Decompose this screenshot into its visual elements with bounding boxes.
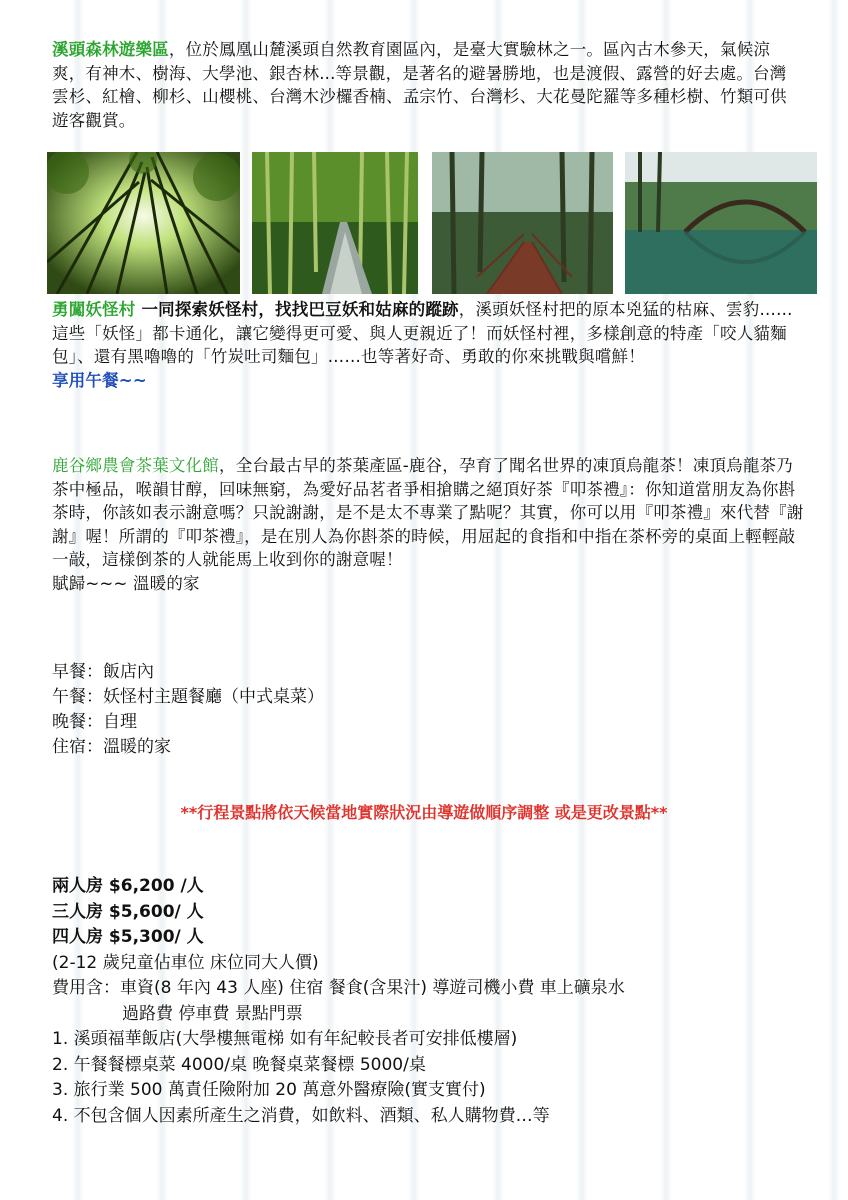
section-monster-village: [52, 298, 804, 392]
monster-village-paragraph: [52, 298, 804, 369]
price-double: 兩人房 $6,200 /人: [52, 876, 204, 896]
meal-list: [52, 660, 652, 760]
tea-museum-title: 鹿谷鄉農會茶葉文化館: [52, 456, 219, 475]
note-1: 1. 溪頭福華飯店(大學樓無電梯 如有年紀較長者可安排低樓層): [52, 1029, 518, 1049]
price-child-note: (2-12 歲兒童佔車位 床位同大人價): [52, 952, 319, 973]
tea-museum-paragraph: [52, 454, 804, 572]
xitou-paragraph: [52, 38, 802, 132]
note-3: 3. 旅行業 500 萬責任險附加 20 萬意外醫療險(實支實付): [52, 1080, 486, 1100]
price-section: [52, 874, 812, 1129]
university-pond-bridge-photo: [625, 152, 817, 294]
xitou-description: ，位於鳳凰山麓溪頭自然教育園區內，是臺大實驗林之一。區內古木參天，氣候涼爽，有神木、樹海、大學池、銀杏林...等景觀，是著名的避暑勝地，也是渡假、露營的好去處。台灣雲杉、紅檜、柳杉、山櫻桃、台灣木沙欏香楠、孟宗竹、台灣杉、大花曼陀羅等多種杉樹、竹類可供遊客觀賞。: [52, 40, 787, 130]
price-includes: 費用含：車資(8 年內 43 人座) 住宿 餐食(含果汁) 導遊司機小費 車上礦泉水: [52, 978, 625, 998]
monster-village-title: 勇闖妖怪村: [52, 300, 136, 319]
lunch-line: 享用午餐~~: [52, 370, 147, 390]
section-tea-museum: [52, 454, 804, 595]
meal-dinner: 晚餐：自理: [52, 712, 137, 732]
monster-village-description: ，溪頭妖怪村把的原本兇猛的枯麻、雲豹……這些「妖怪」都卡通化，讓它變得更可愛、與人更親近了！而妖怪村裡，多樣創意的特產「咬人貓麵包」、還有黑嚕嚕的「竹炭吐司麵包」……也等著好奇、勇敢的你來挑戰與嚐鮮！: [52, 300, 793, 366]
note-4: 4. 不包含個人因素所產生之消費，如飲料、酒類、私人購物費…等: [52, 1105, 550, 1126]
tea-museum-description: ，全台最古早的茶葉產區-鹿谷，孕育了聞名世界的凍頂烏龍茶！凍頂烏龍茶乃茶中極品，喉韻甘醇，回味無窮，為愛好品茗者爭相搶購之絕頂好茶『叩茶禮』：你知道當朋友為你斟茶時，你該如表示謝意嗎？只說謝謝，是不是太不專業了點呢？其實，你可以用『叩茶禮』來代替『謝謝』喔！所謂的『叩茶禮』，是在別人為你斟茶的時候，用屈起的食指和中指在茶杯旁的桌面上輕輕敲一敲，這樣倒茶的人就能馬上收到你的謝意喔！: [52, 456, 804, 569]
meal-lunch: 午餐：妖怪村主題餐廳（中式桌菜）: [52, 687, 324, 707]
return-line: 賦歸~~~ 溫暖的家: [52, 573, 200, 593]
forest-boardwalk-photo: [432, 152, 613, 294]
photo-strip: [47, 152, 817, 294]
price-triple: 三人房 $5,600/ 人: [52, 901, 204, 922]
bamboo-path-photo: [252, 152, 418, 294]
monster-village-highlight: 一同探索妖怪村，找找巴豆妖和姑麻的蹤跡: [135, 300, 459, 319]
section-xitou-forest: [52, 38, 802, 132]
itinerary-notice: **行程景點將依天候當地實際狀況由導遊做順序調整 或是更改景點**: [180, 803, 668, 822]
bamboo-forest-photo: [47, 152, 240, 294]
meal-lodging: 住宿：溫暖的家: [52, 737, 171, 757]
price-quad: 四人房 $5,300/ 人: [52, 927, 204, 947]
note-2: 2. 午餐餐標桌菜 4000/桌 晚餐桌菜餐標 5000/桌: [52, 1054, 426, 1075]
price-includes-continued: 過路費 停車費 景點門票: [122, 1003, 303, 1024]
xitou-title: 溪頭森林遊樂區: [52, 40, 169, 59]
meal-breakfast: 早餐：飯店內: [52, 662, 154, 682]
